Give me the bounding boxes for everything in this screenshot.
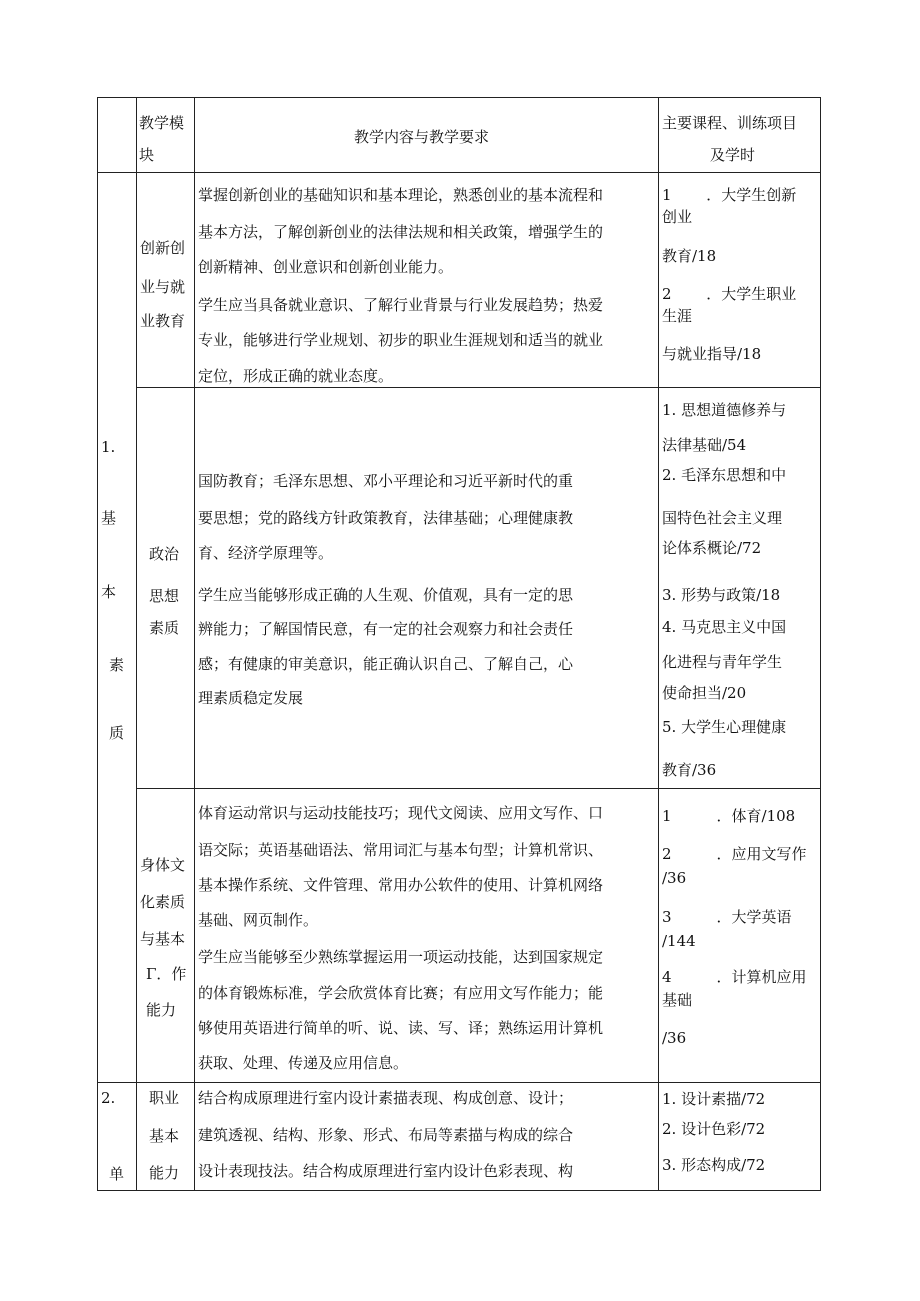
course-line: 1. 思想道德修养与 xyxy=(662,401,787,419)
module-line: 能力 xyxy=(149,1164,180,1182)
content-line: 学生应当能够形成正确的人生观、价值观，具有一定的思 xyxy=(198,586,574,604)
content-line: 要思想；党的路线方针政策教育，法律基础；心理健康教 xyxy=(198,509,574,527)
module-line: 与基本 xyxy=(140,930,186,948)
table-rule xyxy=(97,97,821,98)
header-module-line: 块 xyxy=(139,146,155,164)
course-line: /36 xyxy=(662,1029,687,1047)
content-line: 辨能力；了解国情民意，有一定的社会观察力和社会责任 xyxy=(198,620,574,638)
module-line: 能力 xyxy=(146,1001,177,1019)
content-line: 育、经济学原理等。 xyxy=(198,544,334,562)
header-content-title: 教学内容与教学要求 xyxy=(354,128,490,146)
course-line: 5. 大学生心理健康 xyxy=(662,718,787,736)
content-line: 创新精神、创业意识和创新创业能力。 xyxy=(198,258,454,276)
header-courses-line: 及学时 xyxy=(710,146,756,164)
course-line: 3. 形势与政策/18 xyxy=(662,586,781,604)
module-line: 素质 xyxy=(149,619,180,637)
category-2-line: 2. xyxy=(101,1089,116,1107)
module-line: 身体文 xyxy=(140,856,186,874)
course-line: 基础 xyxy=(662,991,693,1009)
course-line: 教育/18 xyxy=(662,247,717,265)
content-line: 学生应当能够至少熟练掌握运用一项运动技能，达到国家规定 xyxy=(198,948,604,966)
content-line: 基本方法，了解创新创业的法律法规和相关政策，增强学生的 xyxy=(198,223,604,241)
course-line: 4. 马克思主义中国 xyxy=(662,618,787,636)
content-line: 体育运动常识与运动技能技巧；现代文阅读、应用文写作、口 xyxy=(198,804,604,822)
course-line: 2 ．应用文写作 xyxy=(662,845,807,863)
content-line: 基本操作系统、文件管理、常用办公软件的使用、计算机网络 xyxy=(198,876,604,894)
module-line: 基本 xyxy=(149,1127,180,1145)
course-line: 2 ．大学生职业 xyxy=(662,285,797,303)
module-line: 创新创 xyxy=(140,239,186,257)
module-line: 政治 xyxy=(149,545,180,563)
course-line: /144 xyxy=(662,932,696,950)
course-line: 1. 设计素描/72 xyxy=(662,1090,766,1108)
table-rule xyxy=(97,1190,821,1191)
content-line: 建筑透视、结构、形象、形式、布局等素描与构成的综合 xyxy=(198,1126,574,1144)
module-line: Γ．作 xyxy=(146,965,187,983)
content-line: 国防教育；毛泽东思想、邓小平理论和习近平新时代的重 xyxy=(198,472,574,490)
category-2-line: 单 xyxy=(109,1165,125,1183)
category-1-line: 素 xyxy=(109,656,125,674)
course-line: 化进程与青年学生 xyxy=(662,653,783,671)
course-line: 教育/36 xyxy=(662,761,717,779)
course-line: 3 ．大学英语 xyxy=(662,908,792,926)
course-line: 2. 毛泽东思想和中 xyxy=(662,466,787,484)
content-line: 定位，形成正确的就业态度。 xyxy=(198,367,394,385)
course-line: 2. 设计色彩/72 xyxy=(662,1120,766,1138)
content-line: 基础、网页制作。 xyxy=(198,911,319,929)
module-line: 业教育 xyxy=(140,312,186,330)
category-1-line: 基 xyxy=(101,509,117,527)
course-line: 使命担当/20 xyxy=(662,684,747,702)
category-1-line: 本 xyxy=(101,583,117,601)
table-rule xyxy=(658,97,659,1191)
content-line: 的体育锻炼标准，学会欣赏体育比赛；有应用文写作能力；能 xyxy=(198,984,604,1002)
table-rule xyxy=(136,387,821,388)
table-rule xyxy=(97,1082,821,1083)
course-line: 与就业指导/18 xyxy=(662,345,762,363)
table-rule xyxy=(97,97,98,1191)
table-rule xyxy=(194,97,195,1191)
content-line: 理素质稳定发展 xyxy=(198,689,304,707)
module-line: 业与就 xyxy=(140,278,186,296)
content-line: 语交际；英语基础语法、常用词汇与基本句型；计算机常识、 xyxy=(198,841,604,859)
course-line: 4 ．计算机应用 xyxy=(662,968,807,986)
header-courses-line: 主要课程、训练项目 xyxy=(662,114,798,132)
module-line: 职业 xyxy=(149,1089,180,1107)
table-rule xyxy=(136,788,821,789)
course-line: 1 ．大学生创新 xyxy=(662,186,797,204)
category-1-line: 1. xyxy=(101,438,116,456)
module-line: 化素质 xyxy=(140,893,186,911)
content-line: 设计表现技法。结合构成原理进行室内设计色彩表现、构 xyxy=(198,1162,574,1180)
content-line: 专业，能够进行学业规划、初步的职业生涯规划和适当的就业 xyxy=(198,331,604,349)
table-rule xyxy=(820,97,821,1191)
course-line: /36 xyxy=(662,869,687,887)
content-line: 够使用英语进行简单的听、说、读、写、译；熟练运用计算机 xyxy=(198,1019,604,1037)
course-line: 法律基础/54 xyxy=(662,436,747,454)
content-line: 掌握创新创业的基础知识和基本理论，熟悉创业的基本流程和 xyxy=(198,186,604,204)
course-line: 1 ．体育/108 xyxy=(662,807,796,825)
header-module-line: 教学模 xyxy=(139,114,185,132)
course-line: 创业 xyxy=(662,208,693,226)
course-line: 论体系概论/72 xyxy=(662,539,762,557)
course-line: 国特色社会主义理 xyxy=(662,509,783,527)
content-line: 感；有健康的审美意识，能正确认识自己、了解自己，心 xyxy=(198,655,574,673)
content-line: 获取、处理、传递及应用信息。 xyxy=(198,1054,409,1072)
category-1-line: 质 xyxy=(109,724,125,742)
course-line: 3. 形态构成/72 xyxy=(662,1156,766,1174)
module-line: 思想 xyxy=(149,587,180,605)
table-rule xyxy=(97,172,821,173)
content-line: 学生应当具备就业意识、了解行业背景与行业发展趋势；热爱 xyxy=(198,296,604,314)
course-line: 生涯 xyxy=(662,307,693,325)
content-line: 结合构成原理进行室内设计素描表现、构成创意、设计； xyxy=(198,1089,574,1107)
table-rule xyxy=(136,97,137,1191)
